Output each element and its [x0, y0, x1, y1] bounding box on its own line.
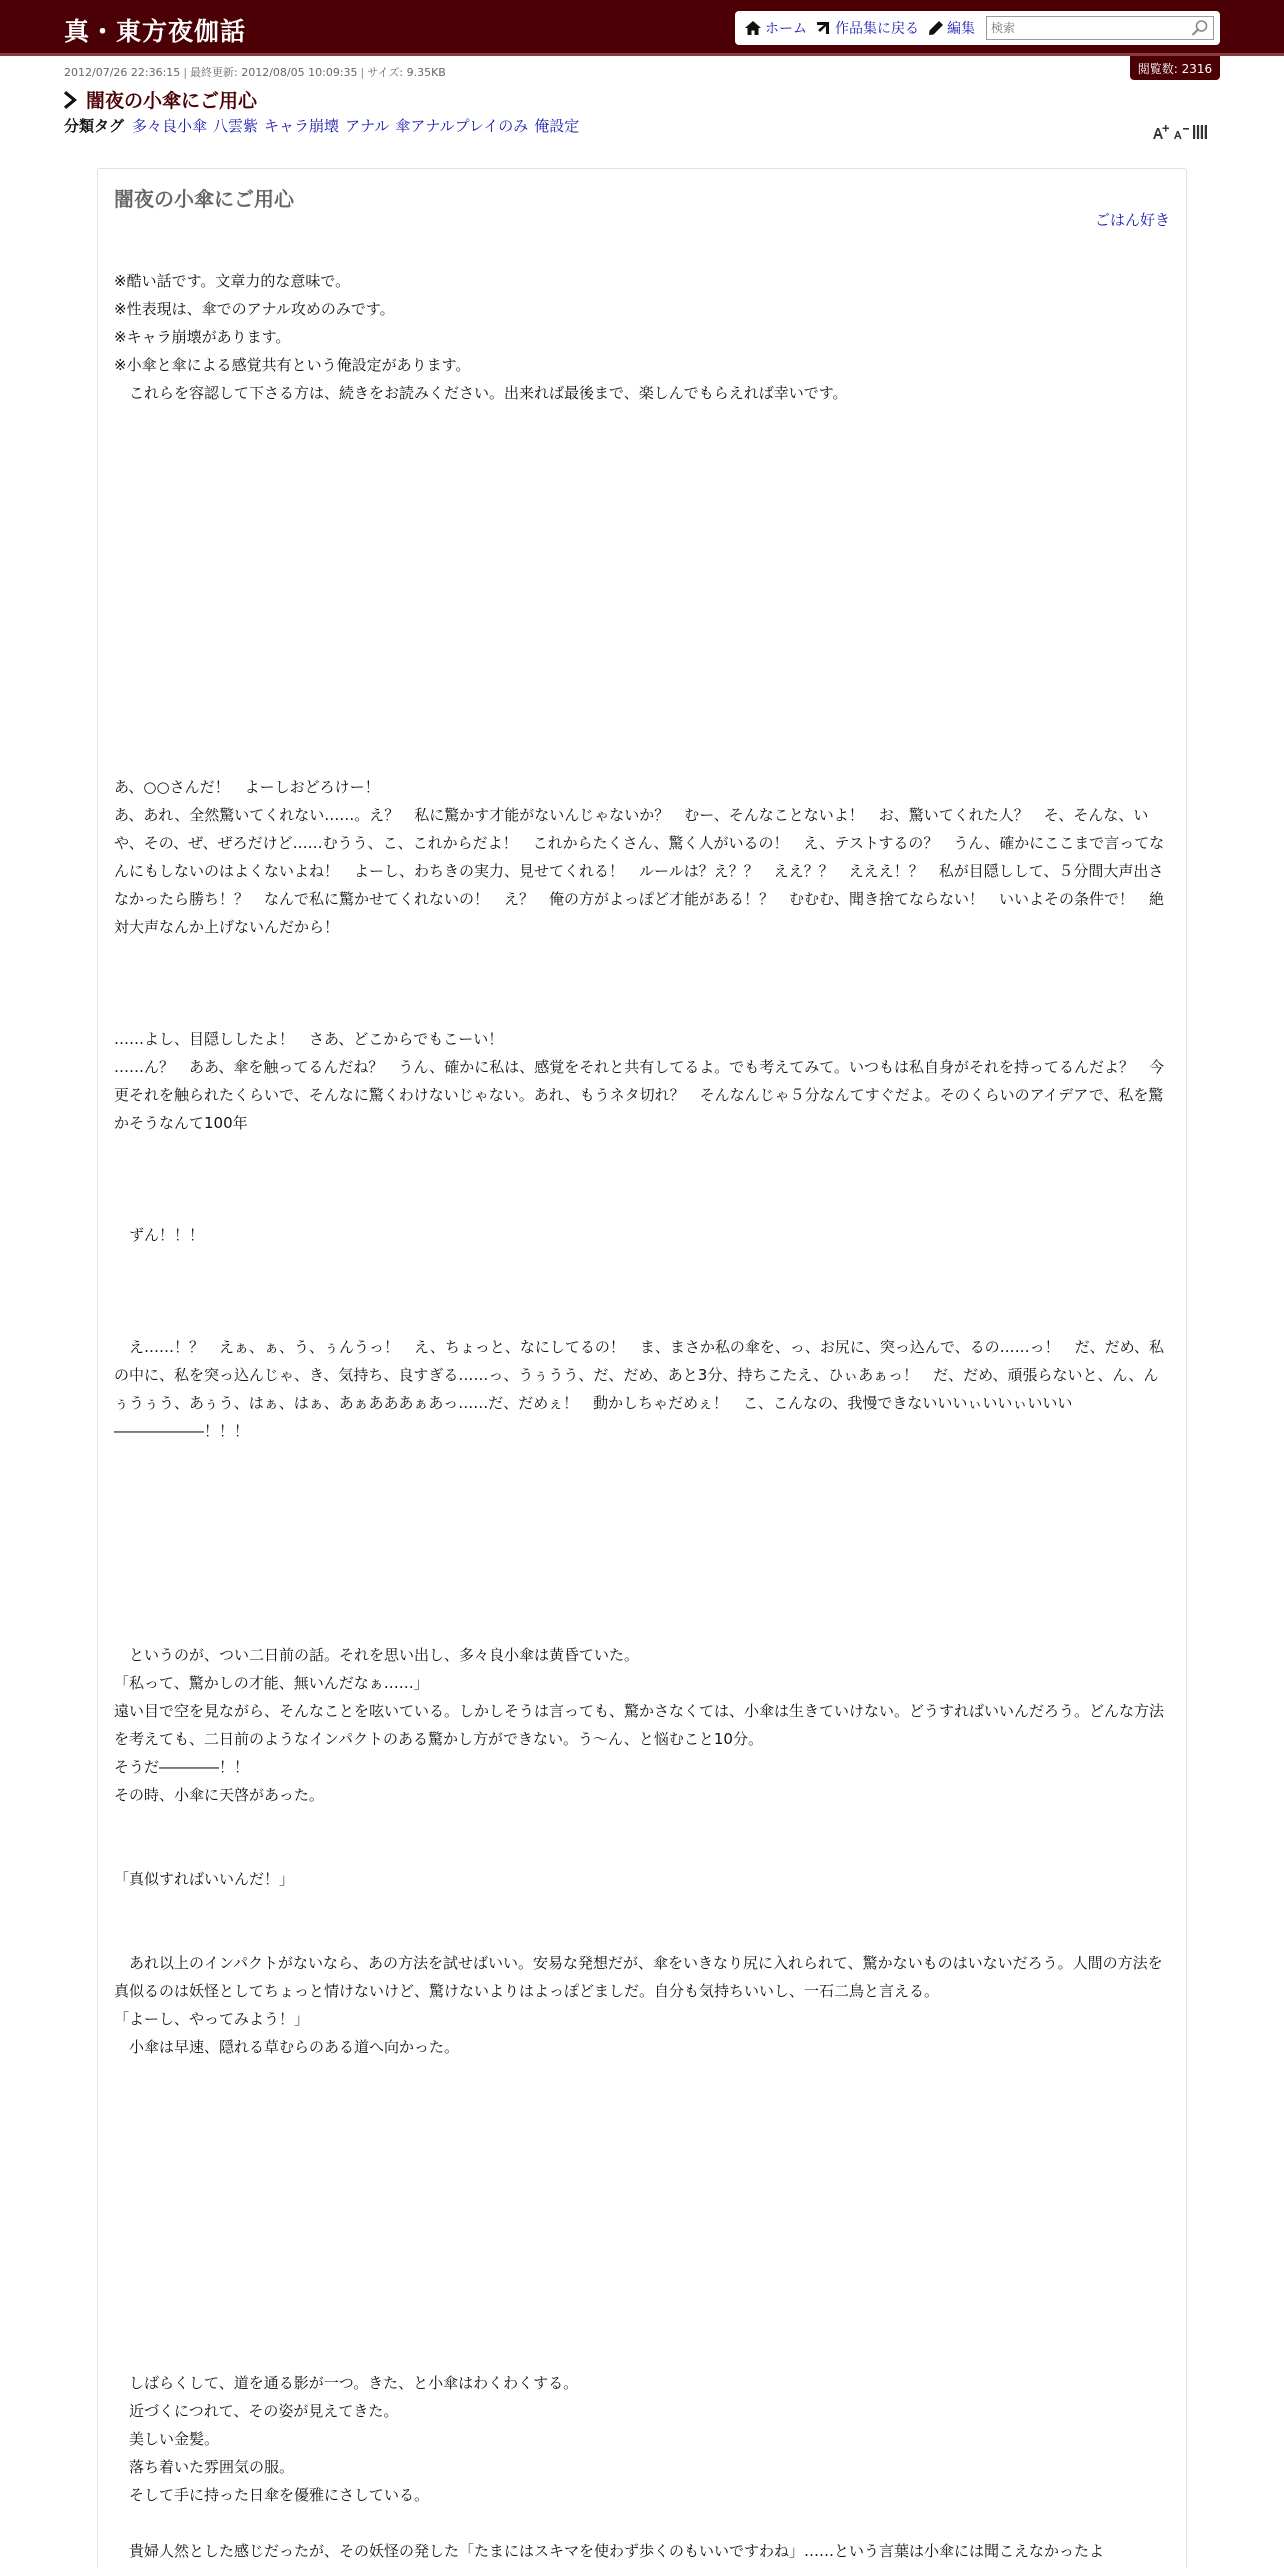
story-line: え……！？ えぁ、ぁ、う、ぅんうっ！ え、ちょっと、なにしてるの！ ま、まさか私の傘を、っ、お尻に、突っ込んで、るの……っ！ だ、だめ、私の中に、私を突っ込んじゃ、き、気持ち、良すぎる……っ、うぅうう、だ、だめ、あと3分、持ちこたえ、ひぃあぁっ！ だ、だめ、頑張らないと、ん、んぅうぅう、あぅう、はぁ、はぁ、あぁあああぁあっ……だ、だめぇ！ 動かしちゃだめぇ！ こ、こんなの、我慢できないいいぃいいぃいいい――――――！！！: [114, 1338, 1165, 1440]
story-line: 美しい金髪。: [114, 2430, 220, 2448]
work-title: 闇夜の小傘にご用心: [114, 187, 294, 211]
font-smaller-button[interactable]: [1173, 124, 1189, 143]
story-line: これらを容認して下さる方は、続きをお読みください。出来れば最後まで、楽しんでもらえれば幸いです。: [114, 384, 848, 402]
story-line: あ、○○さんだ！ よーしおどろけー！: [114, 778, 380, 796]
story-line: ※キャラ崩壊があります。: [114, 328, 291, 346]
pencil-icon: [929, 21, 943, 35]
nav-back-label: 作品集に戻る: [835, 21, 919, 37]
vertical-layout-button[interactable]: [1193, 124, 1207, 143]
story-block: [114, 1949, 1172, 2061]
story-block: [114, 1641, 1172, 1809]
story-line: ※性表現は、傘でのアナル攻めのみです。: [114, 300, 395, 318]
story-line: というのが、つい二日前の話。それを思い出し、多々良小傘は黄昏ていた。: [114, 1646, 640, 1664]
story-line: 小傘は早速、隠れる草むらのある道へ向かった。: [114, 2038, 460, 2056]
story-line: 「私って、驚かしの才能、無いんだなぁ……」: [114, 1674, 429, 1692]
vertical-layout-icon: [1193, 125, 1207, 139]
story-block: [114, 773, 1172, 941]
nav-home-link[interactable]: [745, 18, 807, 38]
tag-link[interactable]: 俺設定: [534, 117, 580, 135]
story-line: ……ん？ ああ、傘を触ってるんだね？ うん、確かに私は、感覚をそれと共有してるよ。でも考えてみて。いつもは私自身がそれを持ってるんだよ？ 今更それを触られたくらいで、そんなに驚くわけないじゃない。あれ、もうネタ切れ？ そんなんじゃ５分なんてすぐだよ。そのくらいのアイデアで、私を驚かそうなんて100年: [114, 1058, 1165, 1132]
tag-link[interactable]: 八雲紫: [213, 117, 259, 135]
story-block: [114, 2369, 1172, 2509]
story-line: 貴婦人然とした感じだったが、その妖怪の発した「たまにはスキマを使わず歩くのもいいですわね」……という言葉は小傘には聞こえなかったよ: [114, 2542, 1105, 2560]
story-line: あ、あれ、全然驚いてくれない……。え？ 私に驚かす才能がないんじゃないか？ むー、そんなことないよ！ お、驚いてくれた人？ そ、そんな、いや、その、ぜ、ぜろだけど……むうう、こ、これからだよ！ これからたくさん、驚く人がいるの！ え、テストするの？ うん、確かにここまで言ってなんにもしないのはよくないよね！ よーし、わちきの実力、見せてくれる！ ルールは？え？？ ええ？？ えええ！？ 私が目隠しして、５分間大声出さなかったら勝ち！？ なんで私に驚かせてくれないの！ え？ 俺の方がよっぽど才能がある！？ むむむ、聞き捨てならない！ いいよその条件で！ 絶対大声なんか上げないんだから！: [114, 806, 1165, 936]
story-line: その時、小傘に天啓があった。: [114, 1786, 324, 1804]
story-line: 落ち着いた雰囲気の服。: [114, 2458, 295, 2476]
story-line: ※酷い話です。文章力的な意味で。: [114, 272, 351, 290]
story-line: そうだ――――！！: [114, 1758, 250, 1776]
story-line: ※小傘と傘による感覚共有という俺設定があります。: [114, 356, 471, 374]
story-block: [114, 267, 1172, 407]
file-size: サイズ: 9.35KB: [367, 66, 446, 79]
nav-bar: [735, 11, 1220, 45]
search-icon: [1191, 19, 1209, 37]
font-larger-icon: [1153, 125, 1169, 139]
views-count-badge: 閲覧数: 2316: [1130, 56, 1220, 80]
story-block: [114, 1333, 1172, 1445]
story-block: [114, 1865, 1172, 1893]
story-line: 「よーし、やってみよう！」: [114, 2010, 310, 2028]
back-arrow-icon: [817, 21, 831, 35]
nav-back-link[interactable]: [817, 18, 919, 38]
tag-list-label: 分類タグ: [64, 117, 125, 135]
view-tools: [1153, 124, 1207, 143]
story-line: あれ以上のインパクトがないなら、あの方法を試せばいい。安易な発想だが、傘をいきなり尻に入れられて、驚かないものはいないだろう。人間の方法を真似るのは妖怪としてちょっと情けないけど、驚けないよりはよっぽどましだ。自分も気持ちいいし、一石二鳥と言える。: [114, 1954, 1163, 2000]
story-block: [114, 1025, 1172, 1137]
story-line: ……よし、目隠ししたよ！ さあ、どこからでもこーい！: [114, 1030, 504, 1048]
tag-link[interactable]: キャラ崩壊: [264, 117, 340, 135]
updated-date: 最終更新: 2012/08/05 10:09:35: [190, 66, 358, 79]
story-block: [114, 1221, 1172, 1249]
story-line: 近づくにつれて、その姿が見えてきた。: [114, 2402, 399, 2420]
site-title[interactable]: 真・東方夜伽話: [64, 17, 247, 46]
story-block: [114, 2537, 1172, 2565]
page-title-text: 闇夜の小傘にご用心: [86, 90, 258, 112]
font-larger-button[interactable]: [1153, 124, 1169, 143]
search-box: [986, 16, 1214, 40]
search-input[interactable]: [987, 17, 1183, 39]
page-title: [64, 86, 257, 113]
nav-home-label: ホーム: [765, 21, 807, 37]
posted-date: 2012/07/26 22:36:15: [64, 66, 181, 79]
story-line: 遠い目で空を見ながら、そんなことを呟いている。しかしそうは言っても、驚かさなくては、小傘は生きていけない。どうすればいいんだろう。どんな方法を考えても、二日前のようなインパクトのある驚かし方ができない。う～ん、と悩むこと10分。: [114, 1702, 1165, 1748]
search-button[interactable]: [1191, 19, 1209, 41]
tag-link[interactable]: 多々良小傘: [132, 117, 208, 135]
nav-edit-label: 編集: [947, 21, 975, 37]
tag-link[interactable]: 傘アナルプレイのみ: [395, 117, 529, 135]
story-panel: [97, 168, 1187, 2568]
story-line: ずん！！！: [114, 1226, 205, 1244]
home-icon: [745, 21, 761, 35]
tag-list: [64, 115, 585, 136]
tag-link[interactable]: アナル: [345, 117, 390, 135]
font-smaller-icon: [1173, 125, 1189, 139]
story-line: そして手に持った日傘を優雅にさしている。: [114, 2486, 430, 2504]
author-link[interactable]: ごはん好き: [1094, 211, 1170, 229]
nav-edit-link[interactable]: [929, 18, 975, 38]
story-line: 「真似すればいいんだ！」: [114, 1870, 295, 1888]
chevron-right-icon: [64, 91, 78, 109]
site-header: [0, 0, 1284, 56]
post-meta: 2012/07/26 22:36:15 | 最終更新: 2012/08/05 10:09:35 | サイズ: 9.35KB: [64, 66, 446, 79]
story-line: しばらくして、道を通る影が一つ。きた、と小傘はわくわくする。: [114, 2374, 579, 2392]
